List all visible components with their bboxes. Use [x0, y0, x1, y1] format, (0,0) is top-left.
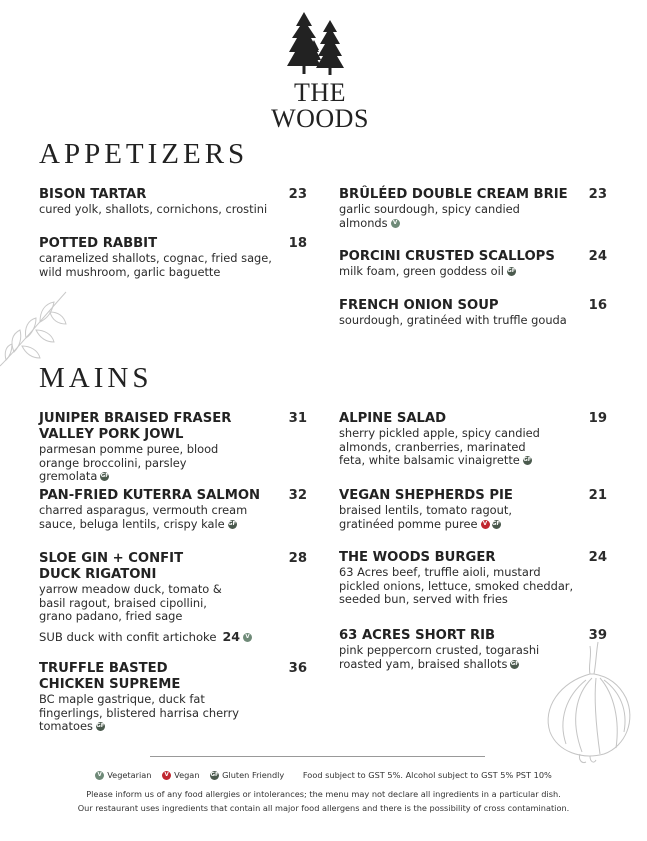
restaurant-logo: [244, 10, 396, 133]
item-description: [339, 265, 589, 279]
vegan-icon: V: [162, 771, 171, 780]
item-description-text: sherry pickled apple, spicy candied almonds, cranberries, marinated feta, white balsamic vinaigrette: [339, 426, 540, 468]
item-name: BRÛLÉED DOUBLE CREAM BRIE: [339, 187, 568, 202]
item-description: sourdough, gratinéed with truffle gouda: [339, 313, 567, 327]
item-description: [39, 504, 249, 531]
item-price: 32: [288, 488, 307, 503]
item-name: ALPINE SALAD: [339, 411, 447, 426]
item-price: 21: [588, 488, 607, 503]
gluten-friendly-icon: GF: [228, 520, 237, 527]
menu-item: [39, 661, 307, 734]
pine-trees-icon: [284, 10, 356, 76]
item-price: 28: [288, 551, 307, 566]
menu-item: [339, 187, 607, 230]
menu-item: [39, 187, 307, 217]
menu-item: [339, 488, 607, 531]
item-description: [339, 504, 529, 531]
menu-item: [339, 249, 607, 279]
item-description-text: milk foam, green goddess oil: [339, 264, 504, 278]
item-description: yarrow meadow duck, tomato & basil ragout, braised cipollini, grano padano, fried sage: [39, 582, 222, 624]
gluten-friendly-icon: GF: [491, 520, 501, 527]
vegetarian-icon: V: [95, 771, 104, 780]
item-name: SLOE GIN + CONFIT DUCK RIGATONI: [39, 551, 184, 582]
item-name: JUNIPER BRAISED FRASER VALLEY PORK JOWL: [39, 411, 232, 442]
item-name: POTTED RABBIT: [39, 236, 158, 251]
gluten-friendly-icon: GF: [510, 660, 520, 667]
vegan-icon: V: [481, 520, 490, 529]
menu-item: [339, 550, 607, 607]
item-price: 16: [588, 298, 607, 313]
gluten-friendly-icon: GF: [507, 268, 516, 274]
menu-item: [339, 411, 607, 468]
allergy-notice-2: Our restaurant uses ingredients that contain all major food allergens and there is the possibility of cross contamination.: [77, 803, 570, 813]
item-price: 24: [588, 249, 607, 264]
item-description: [339, 427, 549, 468]
section-title-appetizers: APPETIZERS: [39, 138, 249, 170]
legend-vegan: Vegan: [174, 770, 200, 780]
legend-vegetarian: Vegetarian: [107, 770, 152, 780]
item-price: 36: [288, 661, 307, 676]
item-price: 23: [588, 187, 607, 202]
item-price: 19: [588, 411, 607, 426]
item-description: [39, 443, 244, 484]
item-price: 31: [288, 411, 307, 426]
substitution-option: [39, 630, 307, 644]
substitution-text: SUB duck with confit artichoke: [39, 629, 217, 644]
leaf-branch-icon: [0, 286, 70, 374]
item-description: [339, 644, 554, 671]
item-description-text: garlic sourdough, spicy candied almonds: [339, 202, 520, 230]
item-description: [339, 203, 529, 230]
item-description-text: pink peppercorn crusted, togarashi roasted yam, braised shallots: [339, 643, 540, 671]
vegetarian-icon: V: [391, 219, 400, 228]
menu-item: [339, 628, 607, 671]
menu-item: [39, 411, 307, 484]
gluten-friendly-icon: GF: [96, 723, 105, 730]
dietary-legend: [0, 770, 647, 780]
item-description-text: BC maple gastrique, duck fat fingerlings, blistered harrisa cherry tomatoes: [39, 692, 239, 734]
item-name: 63 ACRES SHORT RIB: [339, 628, 496, 643]
item-name: THE WOODS BURGER: [339, 550, 496, 565]
item-price: 39: [588, 628, 607, 643]
item-description: [39, 693, 259, 734]
item-price: 23: [288, 187, 307, 202]
item-name: FRENCH ONION SOUP: [339, 298, 499, 313]
menu-item: [339, 298, 607, 328]
item-name: PORCINI CRUSTED SCALLOPS: [339, 249, 555, 264]
legend-gluten-friendly: Gluten Friendly: [222, 770, 285, 780]
item-description: caramelized shallots, cognac, fried sage, wild mushroom, garlic baguette: [39, 251, 272, 279]
item-description-text: parmesan pomme puree, blood orange broccolini, parsley gremolata: [39, 442, 219, 484]
gluten-friendly-icon: GF: [210, 772, 219, 778]
item-description-text: braised lentils, tomato ragout, gratinéed pomme puree: [339, 503, 512, 531]
item-name: VEGAN SHEPHERDS PIE: [339, 488, 513, 503]
footer-divider: [150, 756, 485, 757]
item-description-text: charred asparagus, vermouth cream sauce, beluga lentils, crispy kale: [39, 503, 248, 531]
item-price: 18: [288, 236, 307, 251]
allergy-notice-1: Please inform us of any food allergies or intolerances; the menu may not declare all ingredients in a particular dish.: [86, 789, 561, 799]
section-title-mains: MAINS: [39, 362, 153, 394]
item-name: TRUFFLE BASTED CHICKEN SUPREME: [39, 661, 181, 692]
logo-wordmark: THE WOODS: [271, 78, 369, 133]
item-name: PAN-FRIED KUTERRA SALMON: [39, 488, 261, 503]
menu-item: [39, 551, 307, 644]
tax-notice: Food subject to GST 5%. Alcohol subject to GST 5% PST 10%: [302, 770, 552, 780]
gluten-friendly-icon: GF: [523, 457, 532, 464]
menu-item: [39, 488, 307, 531]
substitution-price: 24: [222, 628, 241, 644]
gluten-friendly-icon: GF: [100, 473, 109, 480]
item-description: 63 Acres beef, truffle aioli, mustard pickled onions, lettuce, smoked cheddar, seeded bun, served with fries: [339, 565, 574, 607]
item-description: cured yolk, shallots, cornichons, crostini: [39, 202, 268, 216]
menu-item: [39, 236, 307, 279]
item-price: 24: [588, 550, 607, 565]
item-name: BISON TARTAR: [39, 187, 147, 202]
vegetarian-icon: V: [243, 633, 252, 642]
